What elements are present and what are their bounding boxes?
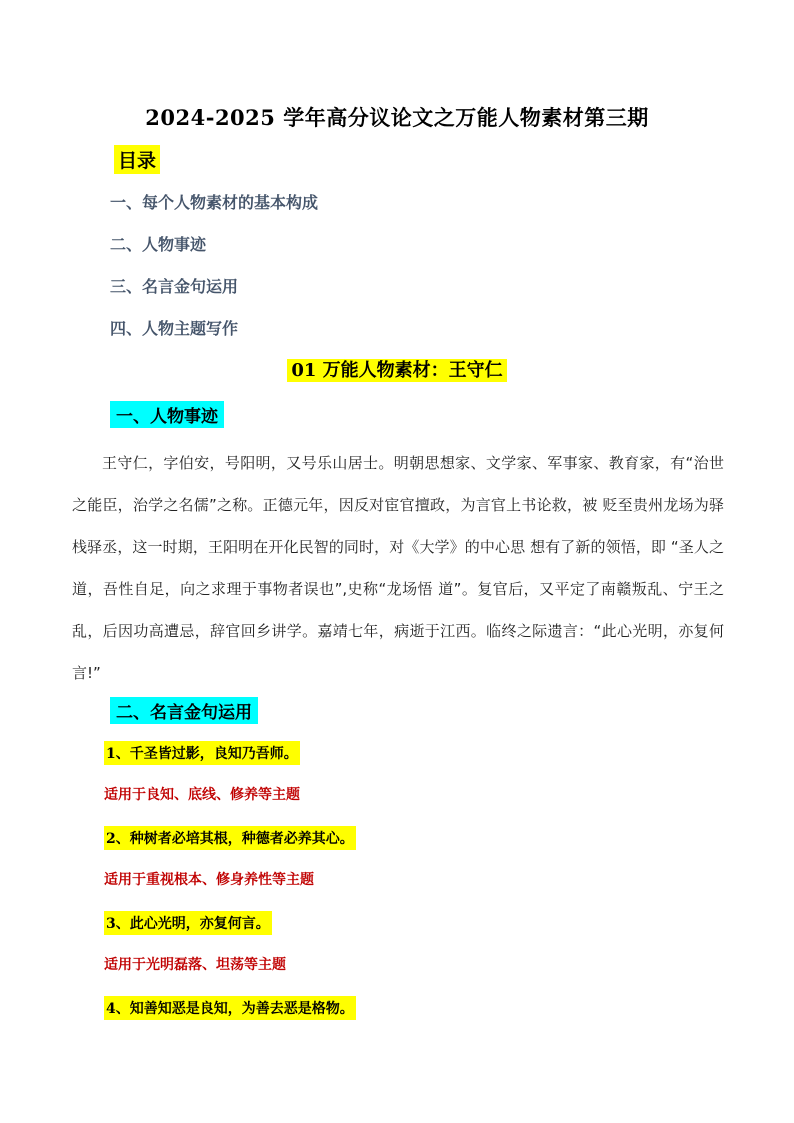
page-title: 2024-2025 学年高分议论文之万能人物素材第三期 [145, 105, 649, 130]
deeds-heading: 一、人物事迹 [110, 401, 224, 428]
usage-2: 适用于重视根本、修身养性等主题 [104, 872, 314, 888]
quotes-heading: 二、名言金句运用 [110, 697, 258, 724]
toc-item-2: 二、人物事迹 [110, 235, 207, 254]
section-title [0, 356, 794, 382]
toc-heading: 目录 [114, 145, 160, 174]
toc-item-4: 四、人物主题写作 [110, 319, 239, 338]
usage-1: 适用于良知、底线、修养等主题 [104, 787, 300, 803]
toc-item-1: 一、每个人物素材的基本构成 [110, 193, 319, 212]
toc-item-3: 三、名言金句运用 [110, 277, 239, 296]
quote-2: 2、种树者必培其根，种德者必养其心。 [104, 826, 356, 850]
quote-3: 3、此心光明，亦复何言。 [104, 911, 272, 935]
quote-4: 4、知善知恶是良知，为善去恶是格物。 [104, 996, 356, 1020]
deeds-paragraph: 王守仁，字伯安，号阳明，又号乐山居士。明朝思想家、文学家、军事家、教育家，有“治世之能臣，治学之名儒”之称。正德元年，因反对宦官擅政，为言官上书论救，被 贬至贵州龙场为驿栈驿丞，这一时期，王阳明在开化民智的同时，对《大学》的中心思 想有了新的领悟，即 “圣人之道，吾性自足，向之求理于事物者误也”,史称“龙场悟 道”。复官后，又平定了南赣叛乱、宁王之乱，后因功高遭忌，辞官回乡讲学。嘉靖七年，病逝于江西。临终之际遗言：“此心光明，亦复何言!” [72, 454, 724, 682]
quote-1: 1、千圣皆过影，良知乃吾师。 [104, 741, 300, 765]
section-title-text: 01 万能人物素材：王守仁 [287, 359, 506, 382]
usage-3: 适用于光明磊落、坦荡等主题 [104, 957, 286, 973]
